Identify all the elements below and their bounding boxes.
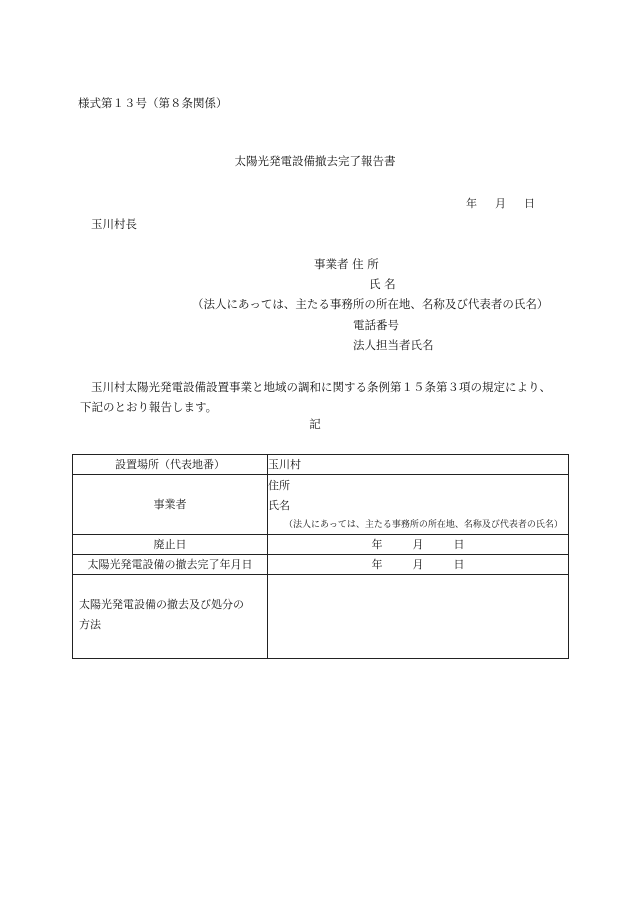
method-label [73,575,268,659]
operator-label: 事業者 [73,475,268,535]
location-label: 設置場所（代表地番） [73,455,268,475]
method-value[interactable] [268,575,569,659]
addressee: 玉川村長 [91,217,137,231]
reporter-address-label: 事業者 住 所 [314,257,379,271]
date-day: 日 [524,197,535,210]
reporter-name-label: 氏 名 [369,277,396,291]
method-label-line-1: 太陽光発電設備の撤去及び処分の [79,598,244,611]
operator-name: 氏名 [268,498,290,512]
document-title: 太陽光発電設備撤去完了報告書 [234,154,396,168]
report-table [72,454,569,659]
abolition-month: 月 [412,537,424,551]
body-line-1: 玉川村太陽光発電設備設置事業と地域の調和に関する条例第１５条第３項の規定により、 [91,380,551,394]
body-line-2: 下記のとおり報告します。 [80,400,218,414]
table-row-location [73,455,569,475]
reporter-contact-label: 法人担当者氏名 [353,338,434,352]
date-month: 月 [495,197,506,210]
abolition-year: 年 [371,537,383,551]
abolition-label: 廃止日 [73,535,268,555]
removal-label: 太陽光発電設備の撤去完了年月日 [73,555,268,575]
operator-address: 住所 [268,478,290,492]
operator-value-cell[interactable] [268,475,569,535]
operator-note: （法人にあっては、主たる事務所の所在地、名称及び代表者の氏名） [284,519,563,530]
table-row-abolition [73,535,569,555]
removal-date[interactable] [268,555,569,575]
table-row-operator [73,475,569,535]
abolition-date[interactable] [268,535,569,555]
abolition-day: 日 [453,537,465,551]
location-value[interactable]: 玉川村 [268,455,569,475]
removal-day: 日 [453,557,465,571]
body-paragraph [80,377,560,417]
removal-month: 月 [412,557,424,571]
reporter-phone-label: 電話番号 [353,318,399,332]
table-row-removal [73,555,569,575]
date-year: 年 [466,197,477,210]
removal-year: 年 [371,557,383,571]
reporter-corporate-note: （法人にあっては、主たる事務所の所在地、名称及び代表者の氏名） [192,297,549,311]
report-date [466,197,535,210]
table-row-method [73,575,569,659]
ki-heading: 記 [309,417,321,431]
method-label-line-2: 方法 [79,618,101,631]
form-number: 様式第１３号（第８条関係） [78,96,228,110]
